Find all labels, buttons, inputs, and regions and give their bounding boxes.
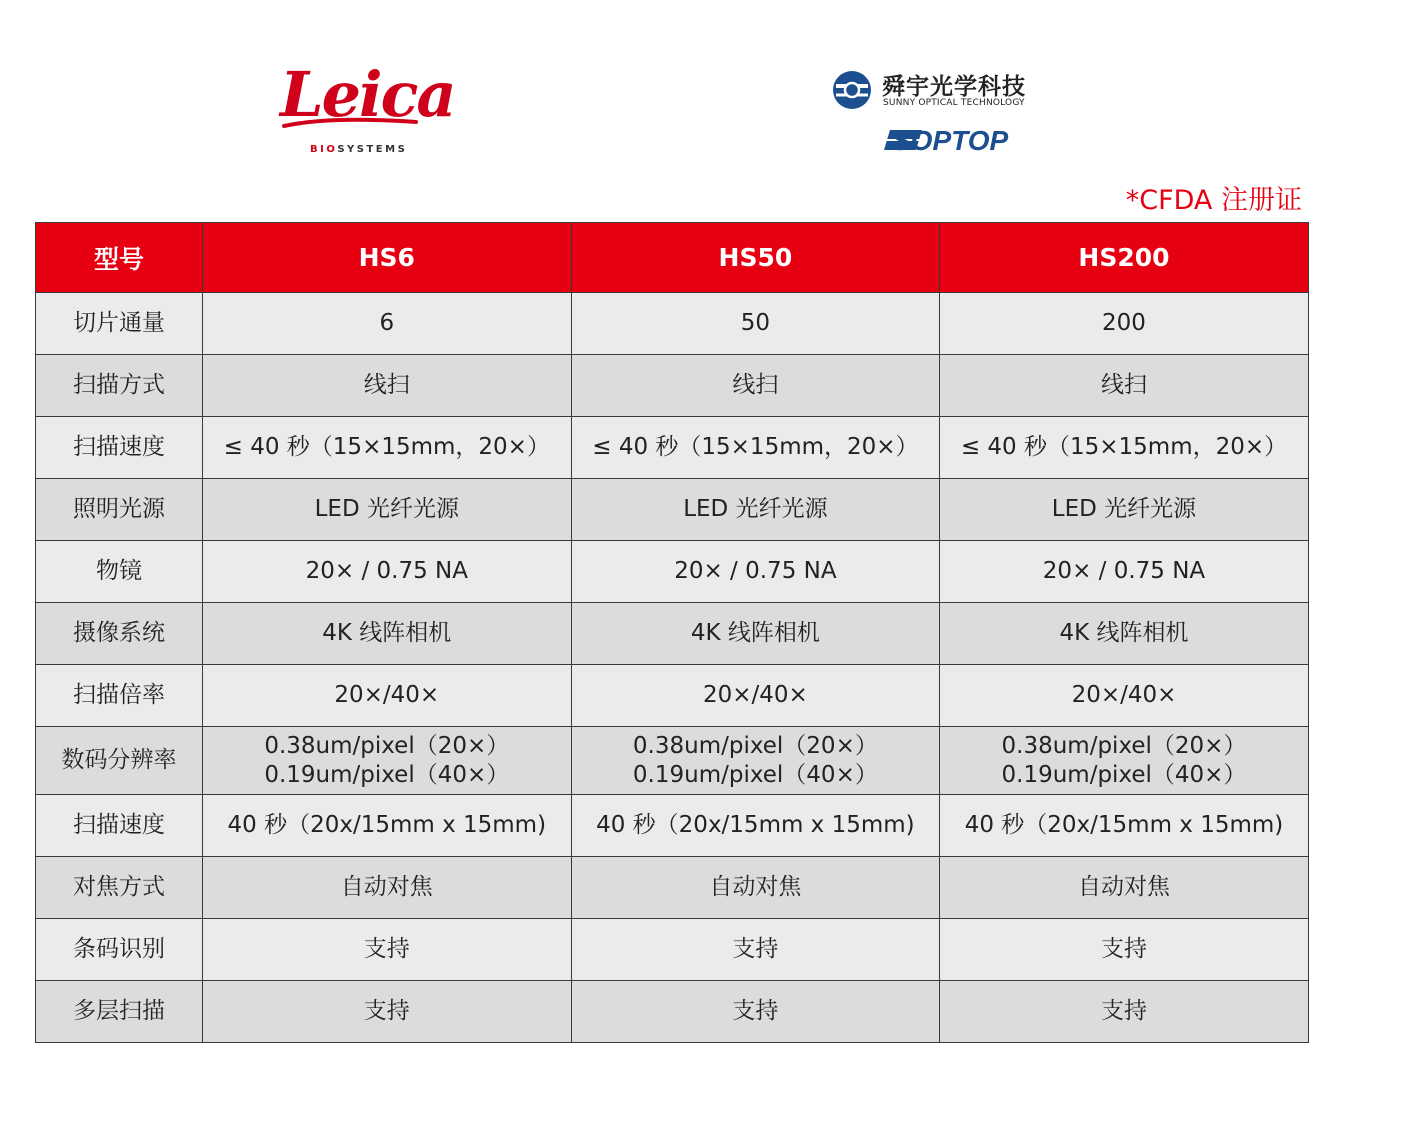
table-cell	[203, 727, 572, 795]
table-row	[36, 919, 1309, 981]
cell-line: LED 光纤光源	[683, 496, 828, 522]
soptop-wordmark	[882, 124, 1042, 156]
table-row	[36, 293, 1309, 355]
table-cell	[571, 603, 940, 665]
table-cell	[940, 857, 1309, 919]
sunny-globe-icon	[832, 70, 872, 110]
table-row	[36, 479, 1309, 541]
table-row	[36, 603, 1309, 665]
cell-line: 200	[1102, 310, 1146, 336]
table-cell	[571, 479, 940, 541]
cell-line: 20×/40×	[1071, 682, 1177, 708]
table-cell	[940, 417, 1309, 479]
cell-line: 线扫	[363, 372, 410, 398]
cell-line: 支持	[1100, 936, 1147, 962]
spec-body	[36, 293, 1309, 1043]
table-cell	[571, 665, 940, 727]
table-row	[36, 981, 1309, 1043]
row-label: 扫描速度	[36, 417, 203, 479]
cell-line: 0.19um/pixel（40×）	[264, 761, 510, 788]
table-row	[36, 857, 1309, 919]
sunny-optical-logo	[832, 68, 1047, 158]
table-cell	[203, 541, 572, 603]
cell-line: 20× / 0.75 NA	[1042, 558, 1206, 584]
cell-line: 50	[740, 310, 771, 336]
table-cell	[203, 981, 572, 1043]
header-hs50: HS50	[571, 223, 940, 293]
cell-line: 支持	[363, 998, 410, 1024]
row-label: 照明光源	[36, 479, 203, 541]
table-cell	[571, 919, 940, 981]
cell-line: 4K 线阵相机	[690, 620, 820, 646]
table-cell	[940, 355, 1309, 417]
table-cell	[203, 919, 572, 981]
table-row	[36, 417, 1309, 479]
table-cell	[203, 603, 572, 665]
cell-line: 自动对焦	[709, 874, 802, 900]
spec-table	[35, 222, 1309, 1043]
leica-wordmark: Leica	[280, 58, 455, 131]
cell-line: 40 秒（20x/15mm x 15mm)	[596, 812, 915, 838]
header-hs200: HS200	[940, 223, 1309, 293]
table-cell	[203, 293, 572, 355]
cell-line: 0.19um/pixel（40×）	[632, 761, 878, 788]
table-cell	[203, 857, 572, 919]
row-label: 多层扫描	[36, 981, 203, 1043]
table-row	[36, 795, 1309, 857]
cell-line: 40 秒（20x/15mm x 15mm)	[227, 812, 547, 838]
table-cell	[940, 919, 1309, 981]
cell-line: 20×/40×	[334, 682, 440, 708]
row-label: 切片通量	[36, 293, 203, 355]
table-cell	[940, 727, 1309, 795]
cell-line: 4K 线阵相机	[322, 620, 452, 646]
table-row	[36, 541, 1309, 603]
row-label: 扫描方式	[36, 355, 203, 417]
row-label: 对焦方式	[36, 857, 203, 919]
cell-line: 20× / 0.75 NA	[674, 558, 837, 584]
row-label: 数码分辨率	[36, 727, 203, 795]
table-cell	[571, 727, 940, 795]
cell-line: 4K 线阵相机	[1059, 620, 1189, 646]
cell-line: ≤ 40 秒（15×15mm，20×）	[592, 434, 919, 460]
sunny-english-name: SUNNY OPTICAL TECHNOLOGY	[883, 98, 1025, 108]
header-hs6: HS6	[203, 223, 572, 293]
cell-line: 自动对焦	[1077, 874, 1170, 900]
cell-line: 0.19um/pixel（40×）	[1001, 761, 1247, 788]
cfda-note: *CFDA 注册证	[1125, 185, 1302, 216]
cell-line: 支持	[363, 936, 410, 962]
row-label: 摄像系统	[36, 603, 203, 665]
table-cell	[571, 795, 940, 857]
cell-line: 支持	[732, 936, 779, 962]
cell-line: LED 光纤光源	[1051, 496, 1197, 522]
leica-swash-icon	[280, 114, 420, 130]
table-cell	[940, 981, 1309, 1043]
row-label: 扫描倍率	[36, 665, 203, 727]
table-cell	[571, 857, 940, 919]
cell-line: 40 秒（20x/15mm x 15mm)	[964, 812, 1284, 838]
header-row	[36, 223, 1309, 293]
table-cell	[203, 355, 572, 417]
cell-line: LED 光纤光源	[314, 496, 459, 522]
soptop-text: SOPTOP	[892, 125, 1009, 156]
cell-line: ≤ 40 秒（15×15mm，20×）	[223, 434, 550, 460]
cell-line: 0.38um/pixel（20×）	[264, 732, 510, 759]
table-row	[36, 665, 1309, 727]
leica-subtitle: BIOSYSTEMS	[310, 144, 408, 155]
cell-line: 线扫	[1100, 372, 1147, 398]
row-label: 扫描速度	[36, 795, 203, 857]
table-cell	[940, 541, 1309, 603]
cell-line: 支持	[732, 998, 779, 1024]
table-cell	[203, 665, 572, 727]
row-label: 条码识别	[36, 919, 203, 981]
table-cell	[940, 293, 1309, 355]
table-cell	[571, 981, 940, 1043]
leica-biosystems-logo	[270, 58, 455, 163]
cell-line: 支持	[1100, 998, 1147, 1024]
cell-line: 自动对焦	[340, 874, 433, 900]
table-cell	[940, 795, 1309, 857]
table-cell	[571, 293, 940, 355]
table-cell	[203, 795, 572, 857]
table-cell	[571, 355, 940, 417]
header-model: 型号	[36, 223, 203, 293]
cell-line: 20× / 0.75 NA	[305, 558, 468, 584]
cell-line: 线扫	[732, 372, 779, 398]
table-row	[36, 727, 1309, 795]
table-cell	[203, 417, 572, 479]
sunny-chinese-name: 舜宇光学科技	[882, 74, 1026, 100]
cell-line: 20×/40×	[702, 682, 808, 708]
table-cell	[571, 541, 940, 603]
cell-line: ≤ 40 秒（15×15mm，20×）	[960, 434, 1288, 460]
cell-line: 0.38um/pixel（20×）	[632, 732, 878, 759]
cell-line: 6	[379, 310, 395, 336]
cell-line: 0.38um/pixel（20×）	[1001, 732, 1247, 759]
table-row	[36, 355, 1309, 417]
table-cell	[571, 417, 940, 479]
table-cell	[940, 479, 1309, 541]
table-cell	[940, 603, 1309, 665]
table-cell	[203, 479, 572, 541]
table-cell	[940, 665, 1309, 727]
row-label: 物镜	[36, 541, 203, 603]
